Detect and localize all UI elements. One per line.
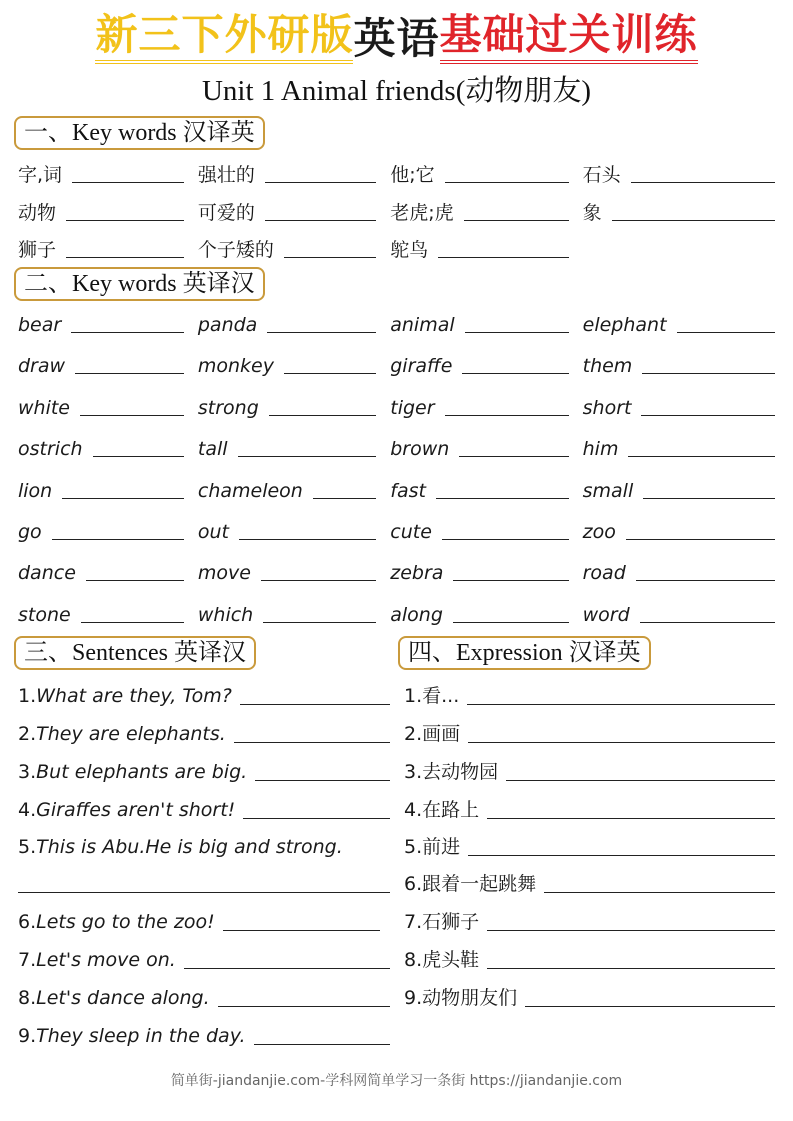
vocab-word: 可爱的 [197,202,255,224]
sentence-item [18,940,390,974]
sentence-item [18,1016,390,1050]
expression-item [404,676,775,710]
vocab-word: draw [18,355,66,378]
sentence-item [18,902,390,936]
expression-text: 2.画画 [404,723,461,745]
vocab-word: lion [18,479,53,502]
answer-blank[interactable] [223,930,380,931]
vocab-word: zoo [582,521,616,543]
footer-watermark: 简单街-jiandanjie.com-学科网简单学习一条街 https://jiandanjie.com [170,1073,623,1089]
vocab-word: 字,词 [18,164,63,186]
sentence-text: Let's move on. [36,949,176,971]
answer-blank[interactable] [468,742,775,743]
sentence-number: 8. [18,987,37,1009]
title-part-subject: 英语 [353,14,440,63]
sentence-number: 6. [18,911,37,933]
vocab-word: elephant [582,314,667,336]
vocab-word: small [582,479,634,502]
vocab-word: ostrich [18,438,83,461]
sentence-text: Lets go to the zoo! [36,911,215,933]
section4-label: 四、Expression 汉译英 [398,636,651,670]
vocab-word: tall [197,438,228,461]
vocab-word: 鸵鸟 [390,239,429,261]
answer-blank[interactable] [468,855,775,856]
vocab-word: tiger [390,396,435,419]
answer-blank[interactable] [487,818,775,819]
expression-text: 7.石狮子 [404,911,480,933]
sentence-item [18,978,390,1012]
expression-text: 8.虎头鞋 [404,949,480,971]
vocab-word: fast [390,479,426,502]
section1-label: 一、Key words 汉译英 [14,116,265,150]
answer-blank[interactable] [240,704,390,705]
expression-item [404,827,775,861]
vocab-word: brown [390,438,450,461]
vocab-word: 狮子 [18,239,57,261]
vocab-word: zebra [390,562,444,585]
vocab-word: them [582,355,633,378]
sentence-number: 4. [18,799,37,821]
sentence-text: They sleep in the day. [36,1025,246,1047]
sentence-item [18,676,390,710]
sentence-text: They are elephants. [36,723,226,745]
expression-text: 1.看... [404,685,460,707]
vocab-word: white [18,396,70,419]
section2-label: 二、Key words 英译汉 [14,267,265,301]
vocab-word: strong [197,396,259,419]
sentence-number: 5. [18,836,37,858]
vocab-word: chameleon [197,479,303,502]
answer-blank[interactable] [18,892,390,893]
answer-blank[interactable] [184,968,390,969]
answer-blank[interactable] [254,1044,390,1045]
sentence-answer-line [18,864,390,898]
vocab-word: cute [390,521,432,543]
vocab-word: 动物 [18,202,57,224]
expression-text: 9.动物朋友们 [404,987,518,1009]
vocab-word: go [18,521,42,543]
vocab-word: 强壮的 [197,164,255,186]
expressions-column [404,0,775,1121]
expression-item [404,940,775,974]
expression-item [404,864,775,898]
vocab-word: along [390,603,443,626]
vocab-word: 他;它 [390,164,435,186]
vocab-word: bear [18,314,62,336]
vocab-word: road [582,562,626,585]
expression-item [404,902,775,936]
expression-text: 3.去动物园 [404,761,499,783]
vocab-word: 个子矮的 [197,239,274,261]
answer-blank[interactable] [525,1006,775,1007]
answer-blank[interactable] [487,968,775,969]
vocab-word: stone [18,603,71,626]
sentence-text: Giraffes aren't short! [36,799,236,821]
vocab-word: monkey [197,355,274,378]
vocab-word: which [197,603,254,626]
expression-text: 6.跟着一起跳舞 [404,873,537,895]
sentence-text: This is Abu.He is big and strong. [36,836,343,858]
expression-item [404,790,775,824]
unit-subtitle: Unit 1 Animal friends(动物朋友) [201,75,592,107]
vocab-word: giraffe [390,355,453,378]
expression-item [404,714,775,748]
vocab-word: animal [390,314,455,336]
vocab-word: 象 [582,202,602,224]
expression-text: 5.前进 [404,836,461,858]
answer-blank[interactable] [234,742,390,743]
answer-blank[interactable] [467,704,775,705]
sentence-text: What are they, Tom? [36,685,232,707]
sentence-number: 7. [18,949,37,971]
sentence-item [18,752,390,786]
vocab-word: him [582,438,619,461]
answer-blank[interactable] [487,930,775,931]
sentence-text: Let's dance along. [36,987,210,1009]
answer-blank[interactable] [243,818,390,819]
sentence-item [18,714,390,748]
title-part-training: 基础过关训练 [440,10,698,64]
vocab-word: word [582,603,630,626]
sentence-number: 2. [18,723,37,745]
answer-blank[interactable] [218,1006,390,1007]
vocab-word: dance [18,562,76,585]
vocab-word: short [582,396,632,419]
sentence-number: 3. [18,761,37,783]
sentence-number: 9. [18,1025,37,1047]
vocab-word: panda [197,314,258,336]
expression-text: 4.在路上 [404,799,480,821]
answer-blank[interactable] [506,780,775,781]
expression-item [404,752,775,786]
vocab-word: 老虎;虎 [390,202,454,224]
answer-blank[interactable] [255,780,390,781]
sentence-text: But elephants are big. [36,761,248,783]
vocab-word: out [197,521,229,543]
sentences-column [18,0,390,1121]
vocab-word: 石头 [582,164,621,186]
answer-blank[interactable] [544,892,775,893]
section3-label: 三、Sentences 英译汉 [14,636,256,670]
expression-item [404,978,775,1012]
vocab-word: move [197,562,251,585]
sentence-item [18,790,390,824]
sentence-item [18,827,390,861]
title-part-edition: 新三下外研版 [95,10,353,64]
sentence-number: 1. [18,685,37,707]
